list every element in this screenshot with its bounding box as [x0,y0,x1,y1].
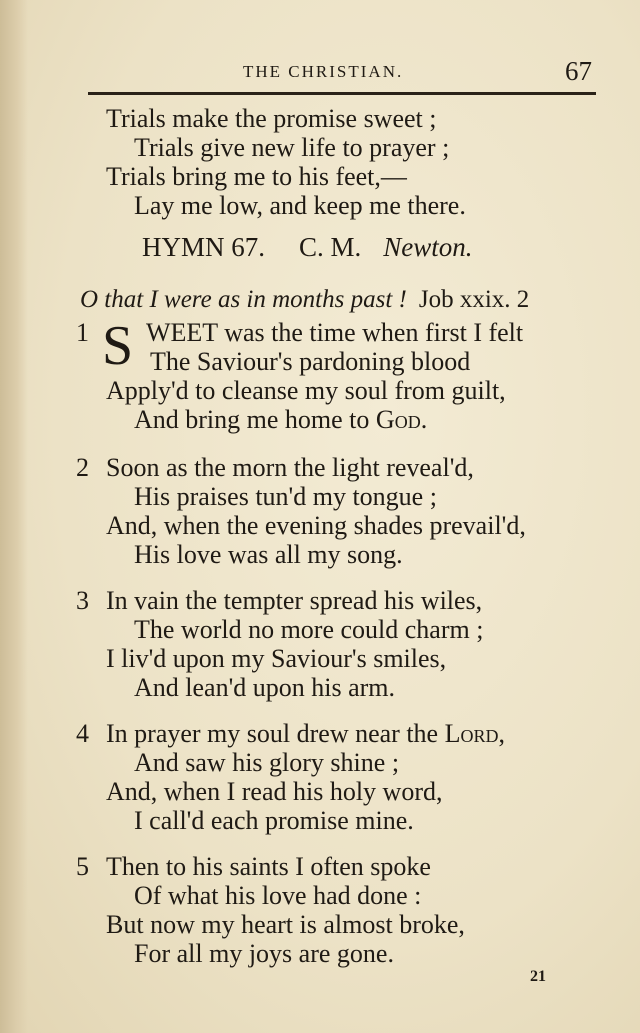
verse-line [134,405,427,435]
hymn-number: HYMN 67. [142,232,266,262]
small-caps-word: Lord, [444,719,505,748]
verse-line [106,719,505,749]
hymn-author: Newton. [383,232,473,262]
verse-line: Apply'd to cleanse my soul from guilt, [106,376,506,405]
verse-line: Trials give new life to prayer ; [134,133,450,162]
verse-line: His praises tun'd my tongue ; [134,482,437,511]
verse-line: Then to his saints I often spoke [106,852,431,881]
stanza-number: 5 [76,852,89,881]
verse-line: Of what his love had done : [134,881,422,910]
stanza-number: 3 [76,586,89,615]
drop-capital: S [102,315,134,377]
verse-line: For all my joys are gone. [134,939,394,968]
page-number: 67 [565,56,592,86]
verse-text: In prayer my soul drew near the [106,719,445,748]
verse-line: Trials bring me to his feet,— [106,162,407,191]
page-header [88,56,600,90]
stanza-number: 4 [76,719,89,748]
verse-line: And lean'd upon his arm. [134,673,396,702]
verse-line: The world no more could charm ; [134,615,484,644]
hymn-meter: C. M. [299,232,362,262]
verse-line: And, when the evening shades prevail'd, [106,511,526,540]
verse-line: Trials make the promise sweet ; [106,104,437,133]
verse-line: And, when I read his holy word, [106,777,443,806]
verse-line: WEET was the time when first I felt [146,318,524,347]
epigraph-quote: O that I were as in months past ! [80,286,407,313]
signature-mark: 21 [530,968,546,985]
verse-line: The Saviour's pardoning blood [150,347,471,376]
verse-line: Soon as the morn the light reveal'd, [106,453,474,482]
epigraph [80,286,529,314]
header-rule [88,92,596,95]
verse-line: And saw his glory shine ; [134,748,400,777]
verse-text: And bring me home to [134,405,376,434]
verse-line: His love was all my song. [134,540,403,569]
verse-line: I call'd each promise mine. [134,806,414,835]
hymn-heading [142,232,473,263]
verse-line: Lay me low, and keep me there. [134,191,466,220]
small-caps-word: God. [375,405,428,434]
verse-line: In vain the tempter spread his wiles, [106,586,483,615]
verse-line: But now my heart is almost broke, [106,910,465,939]
page-gutter [0,0,28,1033]
verse-line: I liv'd upon my Saviour's smiles, [106,644,447,673]
stanza-number: 1 [76,318,89,347]
running-title: THE CHRISTIAN. [243,62,404,81]
stanza-number: 2 [76,453,89,482]
epigraph-reference: Job xxix. 2 [418,286,530,313]
